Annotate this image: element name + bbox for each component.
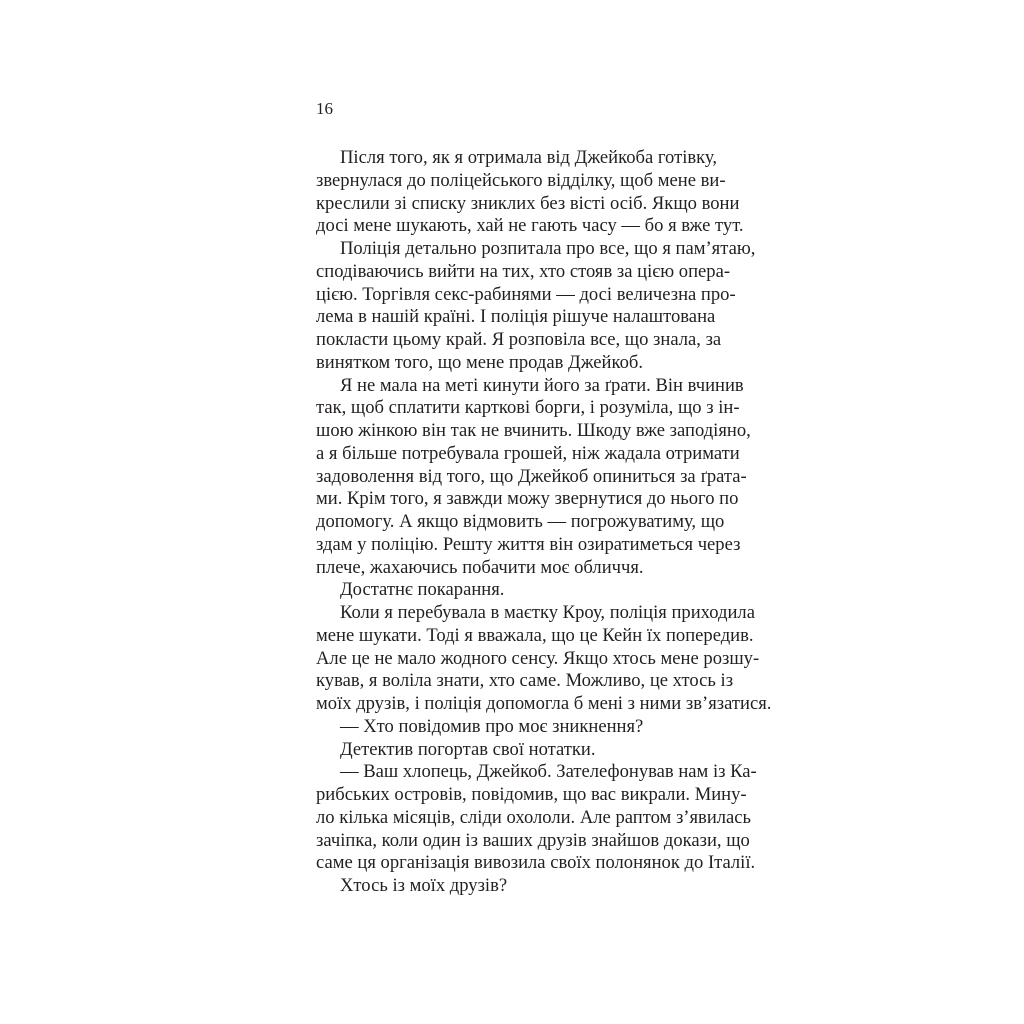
text-line: так, щоб сплатити карткові борги, і розуміла, що з ін- [316,397,740,419]
text-line: кував, я воліла знати, хто саме. Можливо, це хтось із [316,670,734,692]
page-number: 16 [316,99,333,118]
text-line: а я більше потребувала грошей, ніж жадала отримати [316,442,740,464]
text-line: досі мене шукають, хай не гають часу — бо я вже тут. [316,215,744,237]
text-line: винятком того, що мене продав Джейкоб. [316,351,644,373]
text-line: лема в нашій країні. І поліція рішуче налаштована [316,306,716,328]
text-line: Достатнє покарання. [340,579,505,601]
text-line: — Ваш хлопець, Джейкоб. Зателефонував нам із Ка- [340,761,757,783]
text-line: Коли я перебувала в маєтку Кроу, поліція приходила [340,602,755,623]
text-line: мене шукати. Тоді я вважала, що це Кейн їх попередив. [316,624,754,646]
text-line: Але це не мало жодного сенсу. Якщо хтось мене розшу- [316,647,760,669]
text-line: ми. Крім того, я завжди можу звернутися до нього по [316,488,739,510]
text-line: здам у поліцію. Решту життя він озиратиметься через [316,533,741,555]
text-line: саме ця організація вивозила своїх полонянок до Італії. [316,852,756,874]
text-line: рибських островів, повідомив, що вас викрали. Мину- [316,784,747,805]
text-line: покласти цьому край. Я розповіла все, що знала, за [316,329,722,350]
text-line: цією. Торгівля секс-рабинями — досі величезна про- [316,283,736,305]
text-line: допомогу. А якщо відмовить — погрожуватиму, що [316,511,725,532]
text-line: — Хто повідомив про моє зникнення? [340,715,644,737]
text-line: сподіваючись вийти на тих, хто стояв за цією опера- [316,260,731,282]
text-line: плече, жахаючись побачити моє обличчя. [316,556,644,578]
body-text [316,147,772,898]
text-line: задоволення від того, що Джейкоб опиниться за ґрата- [316,465,747,487]
text-line: Поліція детально розпитала про все, що я пам’ятаю, [340,238,756,259]
text-line: Хтось із моїх друзів? [340,875,508,896]
text-line: креслили зі списку зниклих без вісті осіб. Якщо вони [316,192,740,214]
text-line: Після того, як я отримала від Джейкоба готівку, [340,147,718,168]
text-line: Я не мала на меті кинути його за ґрати. Він вчинив [340,374,744,396]
text-line: Детектив погортав свої нотатки. [340,738,596,760]
text-line: ло кілька місяців, сліди охололи. Але раптом з’явилась [316,806,752,828]
text-line: моїх друзів, і поліція допомогла б мені з ними зв’язатися. [316,693,772,714]
text-line: шою жінкою він так не вчинить. Шкоду вже заподіяно, [316,420,751,441]
text-line: зачіпка, коли один із ваших друзів знайшов докази, що [316,829,750,851]
text-line: звернулася до поліцейського відділку, щоб мене ви- [316,169,726,191]
